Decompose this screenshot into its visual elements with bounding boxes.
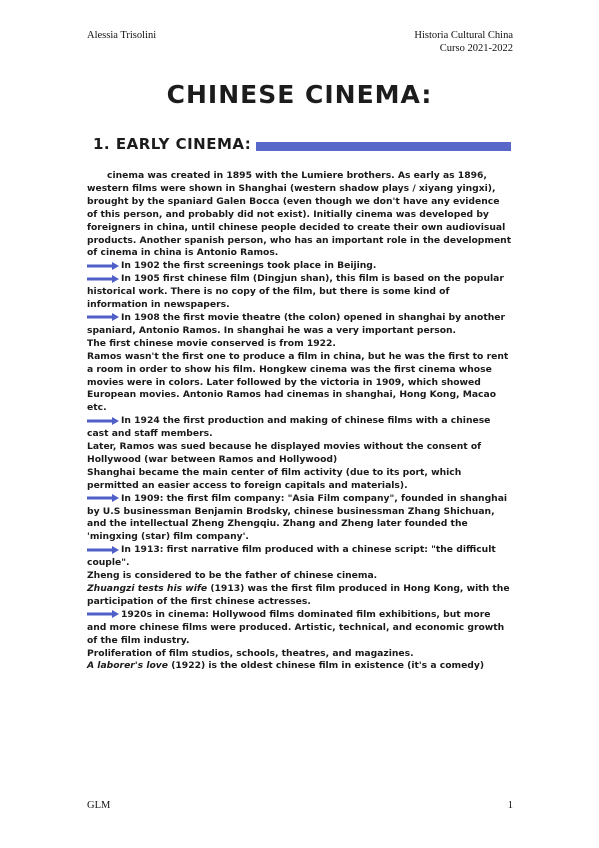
list-item-text: In 1908 the first movie theatre (the colon) opened in shanghai by another spaniard, Antonio Ramos. In shanghai he was a very important person. — [87, 311, 506, 336]
paragraph: Shanghai became the main center of film activity (due to its port, which permitted an easier access to foreign capitals and materials). — [87, 466, 462, 491]
list-item — [87, 415, 512, 441]
list-item-text: In 1909: the first film company: "Asia Film company", founded in shanghai by U.S businessman Benjamin Brodsky, chinese businessman Zhang Shichuan, and the intellectual Zheng Zhengqiu. Zhang and Zheng later founded the 'mingxing (star) film company'. — [87, 492, 508, 543]
list-item — [87, 312, 512, 338]
list-item-text: In 1905 first chinese film (Dingjun shan), this film is based on the popular historical work. There is no copy of the film, but there is some kind of information in newspapers. — [87, 273, 504, 311]
list-item — [87, 544, 512, 570]
paragraph-text: (1922) is the oldest chinese film in existence (it's a comedy) — [168, 660, 485, 672]
section-heading: 1. EARLY CINEMA: — [93, 135, 252, 153]
right-arrow-icon — [87, 275, 119, 283]
list-item-text: 1920s in cinema: Hollywood films dominated film exhibitions, but more and more chinese films were produced. Artistic, technical, and economic growth of the film industry. — [87, 608, 505, 646]
section-heading-bar — [256, 142, 511, 151]
right-arrow-icon — [87, 494, 119, 502]
list-item-text: In 1913: first narrative film produced with a chinese script: "the difficult couple". — [87, 544, 496, 569]
list-item — [87, 260, 512, 273]
paragraph: Proliferation of film studios, schools, theatres, and magazines. — [87, 647, 414, 659]
list-item — [87, 493, 512, 545]
list-item — [87, 609, 512, 648]
header-course-year: Curso 2021-2022 — [439, 43, 513, 54]
paragraph: Ramos wasn't the first one to produce a film in china, but he was the first to rent a room in order to show his film. Hongkew cinema was the first cinema whose movies were in colors. Later followed by the victoria in 1909, which showed European movies. Antonio Ramos had cinemas in shanghai, Hong Kong, Macao etc. — [87, 350, 509, 414]
paragraph-intro: cinema was created in 1895 with the Lumiere brothers. As early as 1896, western films were shown in Shanghai (western shadow plays / xiyang yingxi), brought by the spaniard Galen Bocca (even though we don't have any evidence of this person, and probably did not exist). Initially cinema was developed by foreigners in china, until chinese people decided to create their own audiovisual products. Another spanish person, who has an important role in the development of cinema in china is Antonio Ramos. — [87, 170, 512, 259]
header-author: Alessia Trisolini — [87, 30, 157, 41]
footer-label: GLM — [87, 800, 111, 811]
right-arrow-icon — [87, 313, 119, 321]
list-item-text: In 1902 the first screenings took place in Beijing. — [121, 260, 377, 272]
paragraph-text: (1913) was the first film produced in Hong Kong, with the participation of the first chinese actresses. — [87, 583, 510, 607]
paragraph: Zheng is considered to be the father of chinese cinema. — [87, 570, 378, 582]
paragraph: Later, Ramos was sued because he displayed movies without the consent of Hollywood (war between Ramos and Hollywood) — [87, 441, 482, 465]
film-title: A laborer's love — [87, 660, 169, 672]
paragraph: The first chinese movie conserved is from 1922. — [87, 337, 336, 349]
page-number: 1 — [507, 800, 513, 811]
right-arrow-icon — [87, 262, 119, 270]
list-item — [87, 273, 512, 312]
page-title: CHINESE CINEMA: — [166, 80, 433, 109]
right-arrow-icon — [87, 417, 119, 425]
right-arrow-icon — [87, 610, 119, 618]
film-title: Zhuangzi tests his wife — [87, 583, 208, 594]
right-arrow-icon — [87, 546, 119, 554]
list-item-text: In 1924 the first production and making of chinese films with a chinese cast and staff members. — [87, 415, 491, 440]
header-course — [414, 29, 513, 55]
paragraph — [87, 660, 512, 673]
header-course-title: Historia Cultural China — [414, 30, 513, 41]
document-body — [87, 170, 512, 673]
paragraph — [87, 583, 512, 609]
